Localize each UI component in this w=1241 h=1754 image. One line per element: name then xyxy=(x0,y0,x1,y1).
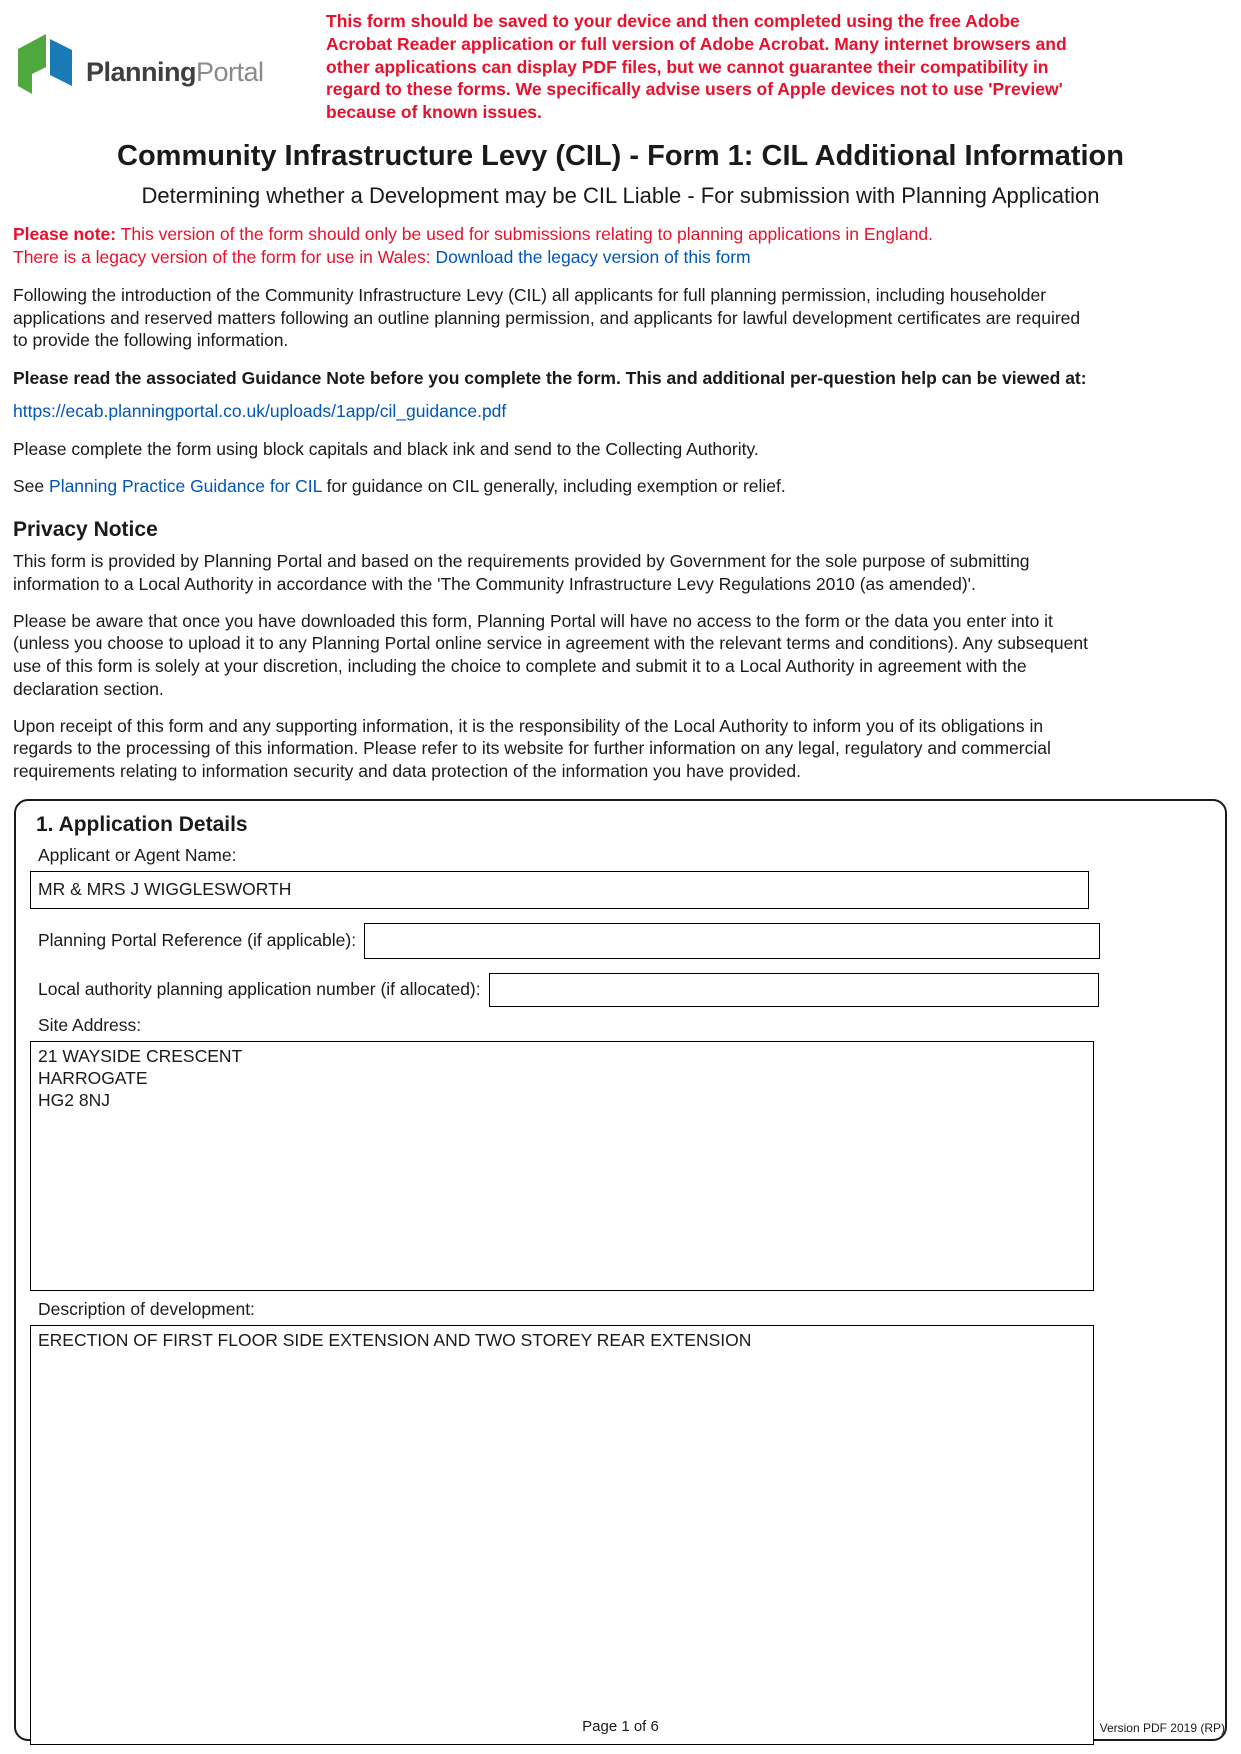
logo-word-planning: Planning xyxy=(86,57,196,87)
block-capitals-note: Please complete the form using block capitals and black ink and send to the Collecting Authority. xyxy=(13,438,759,459)
page-footer xyxy=(0,1718,1241,1740)
please-note-text: This version of the form should only be used for submissions relating to planning applications in England. xyxy=(120,223,933,244)
privacy-paragraph-1: This form is provided by Planning Portal and based on the requirements provided by Government for the sole purpose of submitting information to a Local Authority in accordance with the 'The Community Infrastructure Levy Regulations 2010 (as amended)'. xyxy=(13,551,1030,594)
see-suffix: for guidance on CIL generally, including exemption or relief. xyxy=(326,476,786,497)
applicant-name-label: Applicant or Agent Name: xyxy=(38,844,237,865)
planning-portal-reference-label: Planning Portal Reference (if applicable): xyxy=(38,930,357,951)
logo-word-portal: Portal xyxy=(196,57,264,87)
lpa-number-input[interactable] xyxy=(489,973,1099,1007)
section-1-application-details xyxy=(14,799,1227,1741)
adobe-acrobat-warning: This form should be saved to your device and then completed using the free Adobe Acrobat Reader application or full version of Adobe Acrobat. Many internet browsers and other applications can display PDF files, but we cannot guarantee their compatibility in regard to these forms. We specifically advise users of Apple devices not to use 'Preview' because of known issues. xyxy=(326,11,1067,122)
site-address-textarea[interactable] xyxy=(30,1041,1094,1291)
please-note-label: Please note: xyxy=(13,223,117,244)
legacy-form-link[interactable]: Download the legacy version of this form xyxy=(435,246,751,267)
description-textarea[interactable] xyxy=(30,1325,1094,1745)
england-only-note xyxy=(13,223,1093,269)
planning-practice-guidance-link[interactable]: Planning Practice Guidance for CIL xyxy=(49,476,322,497)
wales-legacy-text: There is a legacy version of the form for use in Wales: xyxy=(13,246,431,267)
lpa-number-label: Local authority planning application number (if allocated): xyxy=(38,979,481,1000)
guidance-note-text: Please read the associated Guidance Note before you complete the form. This and additional per-question help can be viewed at: xyxy=(13,368,1087,389)
page-number: Page 1 of 6 xyxy=(582,1718,659,1735)
applicant-name-input[interactable] xyxy=(30,871,1089,909)
guidance-link-row xyxy=(13,400,1093,423)
see-prefix: See xyxy=(13,476,45,497)
privacy-paragraph-3: Upon receipt of this form and any supporting information, it is the responsibility of the Local Authority to inform you of its obligations in regards to the processing of this information. Please refer to its website for further information on any legal, regulatory and commercial requirements relating to information security and data protection of the information you have provided. xyxy=(13,715,1051,782)
site-address-label: Site Address: xyxy=(38,1014,142,1035)
intro-paragraph: Following the introduction of the Community Infrastructure Levy (CIL) all applicants for full planning permission, including householder applications and reserved matters following an outline planning permission, and applicants for lawful development certificates are required to provide the following information. xyxy=(13,284,1081,351)
planning-portal-reference-input[interactable] xyxy=(364,923,1100,959)
privacy-paragraph-2: Please be aware that once you have downloaded this form, Planning Portal will have no access to the form or the data you enter into it (unless you choose to upload it to any Planning Portal online service in agreement with the relevant terms and conditions). Any subsequent use of this form is solely at your discretion, including the choice to complete and submit it to a Local Authority in agreement with the declaration section. xyxy=(13,610,1088,699)
cil-guidance-pdf-link[interactable]: https://ecab.planningportal.co.uk/uploads/1app/cil_guidance.pdf xyxy=(13,400,507,421)
planning-portal-reference-row xyxy=(30,923,1213,959)
intro-content xyxy=(0,223,1241,783)
form-subtitle: Determining whether a Development may be CIL Liable - For submission with Planning Application xyxy=(141,182,1100,208)
see-guidance-row xyxy=(13,475,1093,498)
planning-portal-logo-icon xyxy=(16,32,74,113)
planning-portal-wordmark xyxy=(86,57,264,88)
planning-portal-logo xyxy=(14,10,314,113)
privacy-notice-heading: Privacy Notice xyxy=(13,518,158,542)
section-1-heading: 1. Application Details xyxy=(36,812,248,836)
lpa-number-row xyxy=(30,973,1213,1007)
form-title: Community Infrastructure Levy (CIL) - Form 1: CIL Additional Information xyxy=(117,139,1124,172)
description-label: Description of development: xyxy=(38,1298,255,1319)
form-version: Version PDF 2019 (RP) xyxy=(1099,1721,1225,1735)
page-header xyxy=(0,0,1241,124)
